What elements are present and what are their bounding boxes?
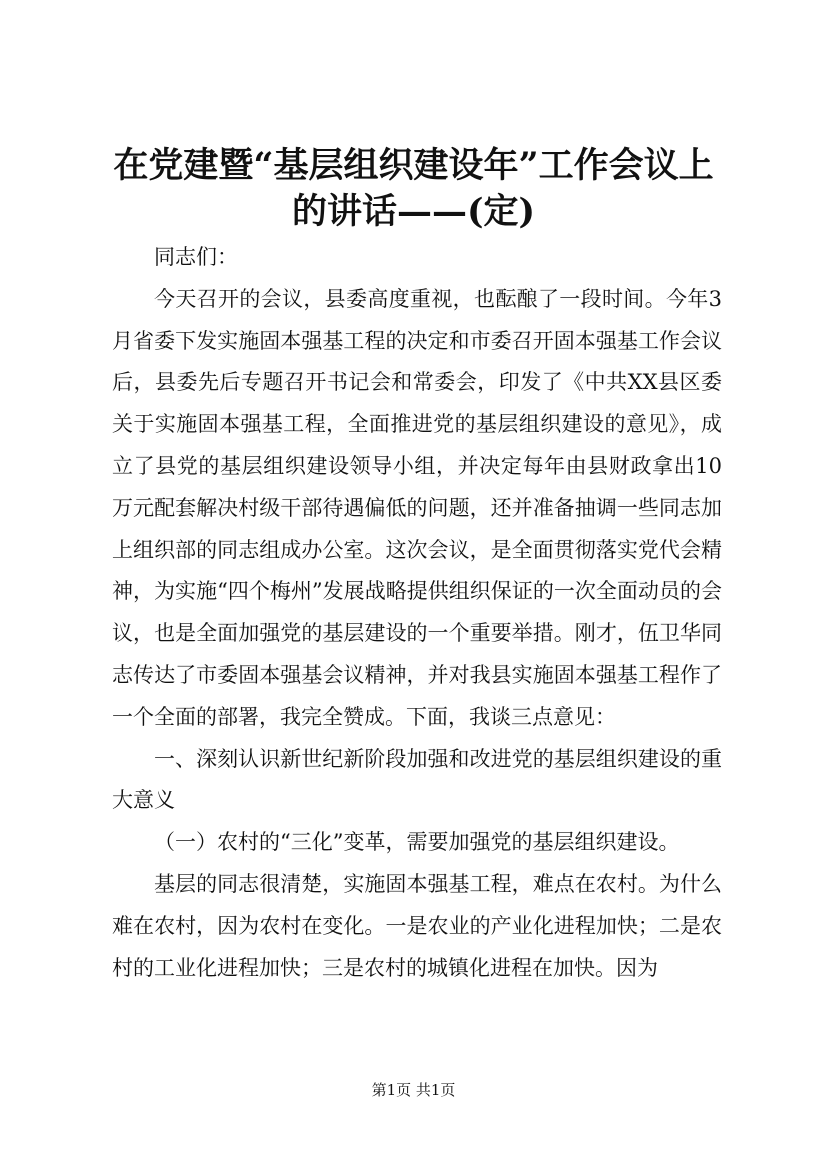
subsection-heading: （一）农村的“三化”变革，需要加强党的基层组织建设。: [154, 830, 680, 855]
body-paragraph: 今天召开的会议，县委高度重视，也酝酿了一段时间。今年3月省委下发实施固本强基工程的决定和市委召开固本强基工作会议后，县委先后专题召开书记会和常委会，印发了《中共XX县区委关于实施固本强基工程，全面推进党的基层组织建设的意见》，成立了县党的基层组织建设领导小组，并决定每年由县财政拿出10万元配套解决村级干部待遇偏低的问题，还并准备抽调一些同志加上组织部的同志组成办公室。这次会议，是全面贯彻落实党代会精神，为实施“四个梅州”发展战略提供组织保证的一次全面动员的会议，也是全面加强党的基层建设的一个重要举措。刚才，伍卫华同志传达了市委固本强基会议精神，并对我县实施固本强基工程作了一个全面的部署，我完全赞成。下面，我谈三点意见：: [112, 286, 722, 729]
salutation: 同志们：: [154, 245, 238, 269]
document-body: [112, 237, 722, 989]
body-paragraph: 基层的同志很清楚，实施固本强基工程，难点在农村。为什么难在农村，因为农村在变化。一是农业的产业化进程加快；二是农村的工业化进程加快；三是农村的城镇化进程在加快。因为: [112, 871, 722, 980]
document-title: 在党建暨“基层组织建设年”工作会议上的讲话——(定): [113, 145, 714, 232]
section-heading: 一、深刻认识新世纪新阶段加强和改进党的基层组织建设的重大意义: [112, 746, 722, 813]
page-footer: 第1页 共1页: [371, 1081, 456, 1099]
